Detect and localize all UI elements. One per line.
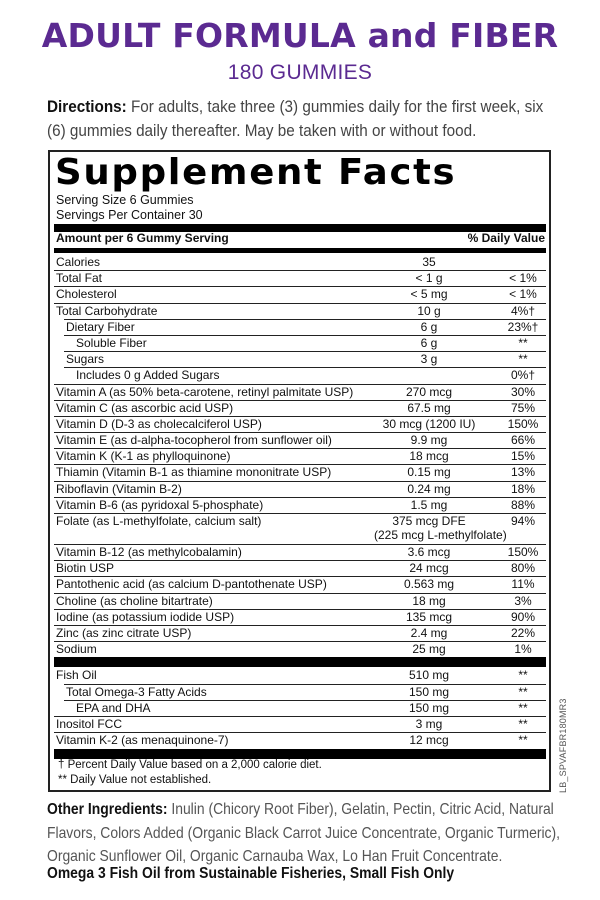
- footnote-dagger: † Percent Daily Value based on a 2,000 calorie diet.: [58, 759, 322, 771]
- nutrient-name: Dietary Fiber: [66, 319, 135, 334]
- nutrient-daily-value: **: [518, 716, 528, 731]
- nutrient-name: Riboflavin (Vitamin B-2): [56, 481, 182, 496]
- nutrient-name: Choline (as choline bitartrate): [56, 593, 213, 608]
- nutrient-daily-value: 0%†: [510, 368, 536, 383]
- nutrient-amount: 18 mcg: [409, 449, 449, 464]
- nutrient-amount: 10 g: [417, 303, 441, 318]
- nutrient-table: [54, 254, 546, 759]
- table-row: [54, 448, 546, 464]
- table-row: [54, 667, 546, 683]
- serving-size: Serving Size 6 Gummies: [56, 193, 194, 207]
- nutrient-daily-value: 15%: [510, 449, 536, 464]
- servings-per-container: Servings Per Container 30: [56, 208, 203, 222]
- nutrient-name: Vitamin C (as ascorbic acid USP): [56, 400, 234, 415]
- nutrient-daily-value: 88%: [510, 497, 536, 512]
- nutrient-amount: 3 mg: [415, 716, 443, 731]
- nutrient-daily-value: 90%: [510, 609, 536, 624]
- nutrient-name: Thiamin (Vitamin B-1 as thiamine mononitrate USP): [56, 465, 332, 480]
- nutrient-name: Vitamin D (D-3 as cholecalciferol USP): [56, 416, 262, 431]
- nutrient-amount: < 1 g: [415, 271, 443, 286]
- nutrient-name: Folate (as L-methylfolate, calcium salt): [56, 514, 262, 528]
- nutrient-amount: 3.6 mcg: [407, 545, 451, 559]
- nutrient-name: Pantothenic acid (as calcium D-pantothenate USP): [56, 577, 327, 592]
- nutrient-amount: 0.15 mg: [407, 465, 451, 480]
- nutrient-amount: 135 mcg: [405, 609, 453, 624]
- table-row: [54, 513, 546, 544]
- supplement-facts-panel: [48, 150, 551, 792]
- table-row: [54, 286, 546, 302]
- nutrient-name: Vitamin B-6 (as pyridoxal 5-phosphate): [56, 497, 264, 512]
- nutrient-name: Iodine (as potassium iodide USP): [56, 609, 235, 624]
- nutrient-daily-value: 94%: [510, 514, 536, 528]
- nutrient-name: Vitamin B-12 (as methylcobalamin): [56, 545, 242, 559]
- omega-note: Omega 3 Fish Oil from Sustainable Fisheries, Small Fish Only: [47, 865, 455, 882]
- product-count: 180 GUMMIES: [227, 61, 373, 84]
- nutrient-daily-value: 11%: [511, 577, 535, 592]
- nutrient-amount: 0.563 mg: [403, 577, 455, 592]
- nutrient-amount: 1.5 mg: [410, 497, 448, 512]
- table-row: [54, 716, 546, 732]
- nutrient-name: Vitamin A (as 50% beta-carotene, retinyl palmitate USP): [56, 384, 354, 399]
- nutrient-name: Total Carbohydrate: [56, 303, 158, 318]
- nutrient-amount: 9.9 mg: [410, 433, 448, 448]
- nutrient-daily-value: 30%: [510, 384, 536, 399]
- table-row: [54, 576, 546, 592]
- nutrient-name: Includes 0 g Added Sugars: [76, 368, 220, 383]
- nutrient-amount: 67.5 mg: [407, 400, 451, 415]
- nutrient-daily-value: 4%†: [510, 303, 536, 318]
- nutrient-name: Calories: [56, 255, 101, 269]
- product-title: ADULT FORMULA and FIBER: [41, 16, 559, 55]
- table-row: [54, 732, 546, 748]
- nutrient-daily-value: 80%: [510, 561, 536, 576]
- nutrient-daily-value: **: [518, 684, 528, 699]
- nutrient-amount: 25 mg: [412, 642, 446, 657]
- nutrient-daily-value: 13%: [510, 465, 536, 480]
- label-code: LB_SPVAFBR180MR3: [558, 698, 568, 793]
- nutrient-name: Vitamin E (as d-alpha-tocopherol from sunflower oil): [56, 433, 332, 448]
- table-row: [54, 481, 546, 497]
- table-row: [54, 700, 546, 716]
- table-row: [54, 593, 546, 609]
- table-row: [54, 335, 546, 351]
- supplement-facts-title: Supplement Facts: [55, 152, 457, 193]
- nutrient-name: Zinc (as zinc citrate USP): [56, 625, 192, 640]
- column-header: [56, 231, 545, 246]
- other-ingredients-text: Inulin (Chicory Root Fiber), Gelatin, Pectin, Citric Acid, Natural Flavors, Colors Added (Organic Black Carrot Juice Concentrate, Organic Turmeric), Organic Sunflower Oil, Organic Carnauba Wax, Lo Han Fruit Concentrate.: [47, 801, 560, 865]
- nutrient-amount-line-2: (225 mcg L-methylfolate): [374, 528, 507, 542]
- nutrient-amount: 510 mg: [408, 668, 450, 683]
- table-row: [54, 464, 546, 480]
- nutrient-name: Vitamin K (K-1 as phylloquinone): [56, 449, 231, 464]
- nutrient-amount: 6 g: [420, 319, 438, 334]
- other-ingredients-label: Other Ingredients:: [47, 801, 168, 818]
- table-row: [54, 544, 546, 560]
- nutrient-amount: 3 g: [420, 352, 438, 367]
- nutrient-daily-value: < 1%: [509, 287, 537, 302]
- nutrient-name: Biotin USP: [56, 561, 115, 576]
- other-ingredients: [47, 798, 575, 869]
- nutrient-daily-value: **: [518, 352, 528, 367]
- nutrient-name: Total Fat: [56, 271, 103, 286]
- table-row: [54, 641, 546, 657]
- table-row: [54, 416, 546, 432]
- nutrient-name: Fish Oil: [56, 668, 97, 683]
- nutrient-amount: 150 mg: [408, 700, 450, 715]
- nutrient-daily-value: 150%: [507, 416, 539, 431]
- nutrient-name: Sugars: [66, 352, 105, 367]
- table-row: [54, 560, 546, 576]
- table-row: [54, 254, 546, 270]
- nutrient-name: Total Omega-3 Fatty Acids: [66, 684, 207, 699]
- nutrient-daily-value: 150%: [507, 545, 539, 559]
- table-row: [54, 384, 546, 400]
- nutrient-amount: 150 mg: [408, 684, 450, 699]
- nutrient-amount: < 5 mg: [410, 287, 448, 302]
- footnotes: [58, 758, 322, 788]
- footnote-double-asterisk: ** Daily Value not established.: [58, 774, 212, 786]
- table-row: [54, 432, 546, 448]
- thick-divider: [54, 248, 546, 253]
- nutrient-daily-value: 3%: [514, 593, 532, 608]
- nutrient-daily-value: 18%: [510, 481, 536, 496]
- table-row: [54, 303, 546, 319]
- nutrient-daily-value: 22%: [510, 625, 536, 640]
- nutrient-name: Sodium: [56, 642, 97, 657]
- table-row: [54, 609, 546, 625]
- table-row: [54, 319, 546, 335]
- nutrient-daily-value: **: [518, 700, 528, 715]
- nutrient-name: Vitamin K-2 (as menaquinone-7): [56, 733, 229, 748]
- table-row: [54, 400, 546, 416]
- nutrient-name: Cholesterol: [56, 287, 117, 302]
- nutrient-amount: 12 mcg: [409, 733, 449, 748]
- thick-divider: [54, 657, 546, 667]
- nutrient-daily-value: 66%: [510, 433, 536, 448]
- nutrient-amount: 24 mcg: [409, 561, 449, 576]
- table-row: [54, 270, 546, 286]
- table-row: [54, 351, 546, 367]
- nutrient-amount: 0.24 mg: [407, 481, 451, 496]
- nutrient-amount: 35: [422, 255, 436, 269]
- nutrient-amount: 6 g: [420, 335, 438, 350]
- nutrient-name: EPA and DHA: [76, 700, 151, 715]
- directions: [47, 95, 562, 143]
- table-row: [54, 367, 546, 383]
- nutrient-daily-value: **: [518, 733, 528, 748]
- nutrient-amount: 18 mg: [412, 593, 446, 608]
- nutrient-daily-value: **: [518, 335, 528, 350]
- daily-value-header: % Daily Value: [467, 231, 545, 245]
- nutrient-amount: [374, 514, 507, 542]
- table-row: [54, 684, 546, 700]
- table-row: [54, 625, 546, 641]
- amount-header: Amount per 6 Gummy Serving: [56, 231, 229, 245]
- directions-label: Directions:: [47, 97, 127, 116]
- nutrient-daily-value: 1%: [514, 642, 532, 657]
- nutrient-daily-value: 23%†: [507, 319, 539, 334]
- table-row: [54, 497, 546, 513]
- nutrient-amount: 30 mcg (1200 IU): [382, 416, 476, 431]
- nutrient-amount: 2.4 mg: [410, 625, 448, 640]
- nutrient-daily-value: < 1%: [509, 271, 537, 286]
- nutrient-daily-value: **: [518, 668, 528, 683]
- nutrient-daily-value: 75%: [510, 400, 536, 415]
- nutrient-amount-line-1: 375 mcg DFE: [392, 514, 466, 528]
- nutrient-name: Inositol FCC: [56, 716, 123, 731]
- nutrient-name: Soluble Fiber: [76, 335, 147, 350]
- directions-text: For adults, take three (3) gummies daily for the first week, six (6) gummies daily thereafter. May be taken with or without food.: [47, 97, 544, 140]
- nutrient-amount: 270 mcg: [405, 384, 453, 399]
